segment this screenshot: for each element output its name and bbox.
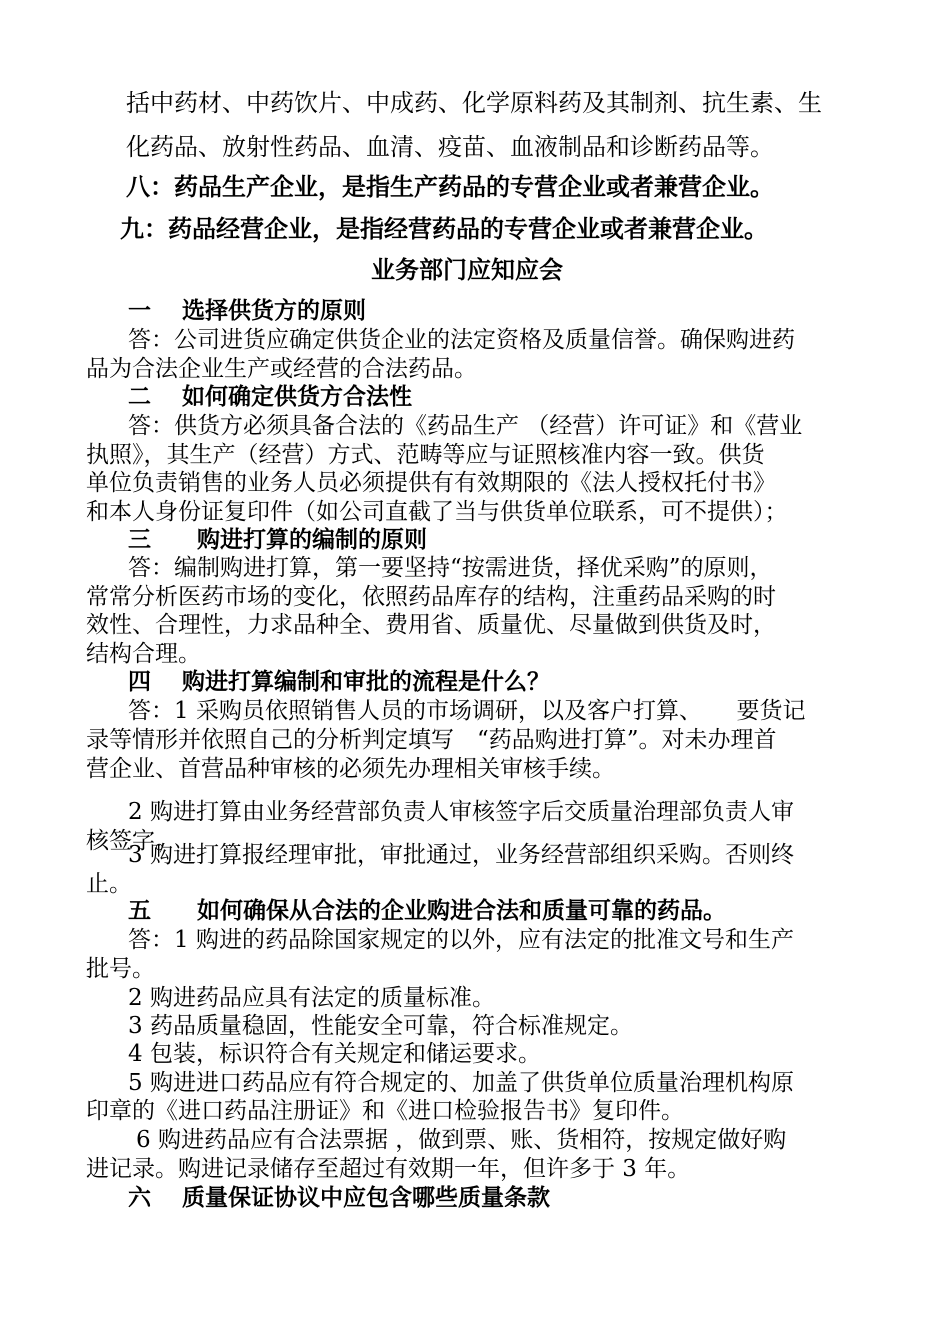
q2-line: 和本人身份证复印件（如公司直截了当与供货单位联系，可不提供）；: [86, 499, 788, 525]
q5-line: 进记录。购进记录储存至超过有效期一年，但许多于 3 年。: [86, 1156, 691, 1182]
q5-line: 3 药品质量稳固，性能安全可靠，符合标准规定。: [128, 1013, 633, 1039]
q4-line: 答：1 采购员依照销售人员的市场调研，以及客户打算、 要货记: [128, 698, 806, 724]
intro-line-2: 化药品、放射性药品、血清、疫苗、血液制品和诊断药品等。: [126, 133, 774, 161]
q5-line: 答：1 购进的药品除国家规定的以外，应有法定的批准文号和生产: [128, 927, 794, 953]
q1-line: 答：公司进货应确定供货企业的法定资格及质量信誉。确保购进药: [128, 327, 795, 353]
q2-line: 执照》，其生产（经营）方式、范畴等应与证照核准内容一致。供货: [86, 442, 765, 468]
q1-line: 品为合法企业生产或经营的合法药品。: [86, 356, 477, 382]
q5-line: 2 购进药品应具有法定的质量标准。: [128, 985, 495, 1011]
q2-line: 单位负责销售的业务人员必须提供有有效期限的《法人授权托付书》: [86, 470, 776, 496]
q3-heading: 三 购进打算的编制的原则: [128, 526, 427, 553]
q4-line: 核签字。: [86, 828, 178, 854]
q4-line: 止。: [86, 871, 132, 897]
q5-line: 4 包装，标识符合有关规定和储运要求。: [128, 1041, 541, 1067]
q5-line: 印章的《进口药品注册证》和《进口检验报告书》复印件。: [86, 1098, 684, 1124]
q5-line: 5 购进进口药品应有符合规定的、加盖了供货单位质量治理机构原: [128, 1070, 794, 1096]
q1-heading: 一 选择供货方的原则: [128, 297, 367, 324]
q5-line: 6 购进药品应有合法票据 ，做到票、账、货相符，按规定做好购: [136, 1127, 787, 1153]
q3-line: 结构合理。: [86, 641, 201, 667]
q4-line: 录等情形并依照自己的分析判定填写 “药品购进打算”。对未办理首: [86, 727, 777, 753]
q5-line: 批号。: [86, 956, 155, 982]
q3-line: 常常分析医药市场的变化，依照药品库存的结构，注重药品采购的时: [86, 584, 776, 610]
q4-line: 2 购进打算由业务经营部负责人审核签字后交质量治理部负责人审: [128, 799, 794, 825]
q3-line: 效性、合理性，力求品种全、费用省、质量优、尽量做到供货及时，: [86, 612, 776, 638]
q4-line: 营企业、首营品种审核的必须先办理相关审核手续。: [86, 756, 615, 782]
q4-line: 3 购进打算报经理审批，审批通过，业务经营部组织采购。否则终: [128, 842, 794, 868]
section-title: 业务部门应知应会: [371, 255, 563, 284]
q5-heading: 五 如何确保从合法的企业购进合法和质量可靠的药品。: [128, 897, 726, 924]
q2-heading: 二 如何确定供货方合法性: [128, 383, 413, 410]
q4-heading: 四 购进打算编制和审批的流程是什么？: [128, 668, 551, 695]
intro-line-1: 括中药材、中药饮片、中成药、化学原料药及其制剂、抗生素、生: [126, 89, 822, 117]
definition-9: 九：药品经营企业，是指经营药品的专营企业或者兼营企业。: [120, 214, 768, 243]
q3-line: 答：编制购进打算，第一要坚持“按需进货，择优采购”的原则，: [128, 555, 773, 581]
q6-heading: 六 质量保证协议中应包含哪些质量条款: [128, 1184, 551, 1211]
definition-8: 八：药品生产企业，是指生产药品的专营企业或者兼营企业。: [126, 172, 774, 201]
q2-line: 答：供货方必须具备合法的《药品生产 （经营）许可证》和《营业: [128, 413, 803, 439]
